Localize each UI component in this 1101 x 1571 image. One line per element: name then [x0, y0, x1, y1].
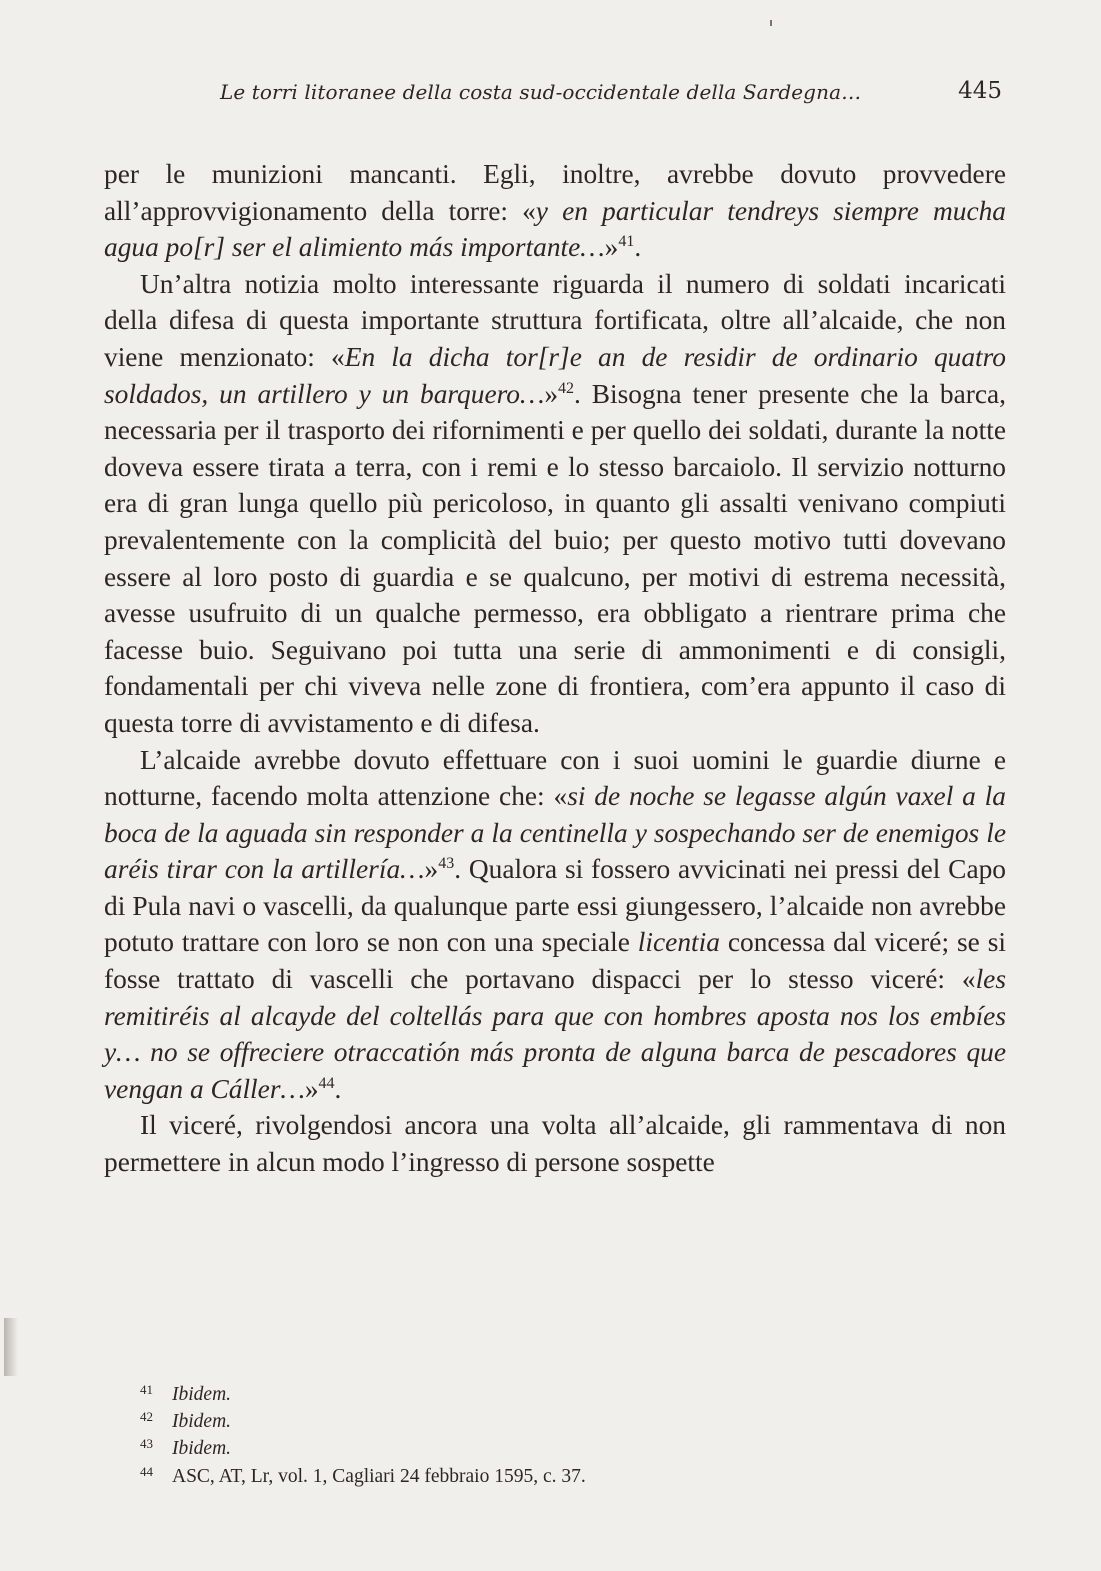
text-run: . — [634, 232, 642, 263]
text-run: » — [304, 1073, 319, 1104]
footnote-number: 43 — [140, 1436, 153, 1452]
footnote-text: Ibidem. — [172, 1411, 232, 1433]
paragraph — [104, 156, 1006, 266]
quote-spanish: si de noche se legasse algún vaxel a la boca de la aguada sin responder a la centinella y sospechando ser de enemigos le aréis tirar con la artillería… — [104, 781, 1006, 885]
footnote-number: 41 — [140, 1382, 153, 1397]
footnote-text: Ibidem. — [172, 1438, 232, 1460]
footnote — [140, 1463, 1000, 1490]
scan-shadow — [4, 1318, 18, 1376]
page-number: 445 — [958, 78, 1002, 104]
running-title: Le torri litoranee della costa sud-occidentale della Sardegna… — [220, 80, 862, 104]
latin-term: licentia — [637, 927, 720, 958]
text-run: . Bisogna tener presente che la barca, necessaria per il trasporto dei rifornimenti e per quello dei soldati, durante la notte doveva essere tirata a terra, con i remi e lo stesso barcaiolo. Il servizio notturno era di gran lunga quello più pericoloso, in quanto gli assalti venivano compiuti prevalentemente con la complicità del buio; per questo motivo tutti dovevano essere al loro posto di guardia e se qualcuno, per motivi di estrema necessità, avesse usufruito di un qualche permesso, era obbligato a rientrare prima che facesse buio. Seguivano poi tutta una serie di ammonimenti e di consigli, fondamentali per chi viveva nelle zone di frontiera, com’era appunto il caso di questa torre di avvistamento e di difesa. — [104, 378, 1007, 738]
footnote-ref[interactable]: 43 — [438, 855, 455, 873]
quote-spanish: y en particular tendreys siempre mucha agua po[r] ser el alimiento más importante… — [104, 195, 1006, 263]
footnote-ref[interactable]: 42 — [558, 379, 575, 397]
text-run: Il viceré, rivolgendosi ancora una volta all’alcaide, gli rammentava di non permettere in alcun modo l’ingresso di persone sospette — [104, 1110, 1006, 1178]
text-run: . — [334, 1073, 342, 1104]
text-run: . Qualora si fossero avvicinati nei pressi del Capo di Pula navi o vascelli, da qualunque parte essi giungessero, l’alcaide non avrebbe potuto trattare con loro se non con una speciale — [104, 854, 1006, 958]
body-text — [104, 156, 1006, 1181]
text-run: concessa dal viceré; se si fosse trattato di vascelli che portavano dispacci per lo stesso viceré: « — [104, 927, 1006, 995]
footnote-ref[interactable]: 41 — [618, 233, 635, 251]
paragraph — [104, 266, 1006, 742]
quote-spanish: les remitiréis al alcayde del coltellás para que con hombres aposta nos los embíes y… no se offreciere otraccatión más pronta de alguna barca de pescadores que vengan a Cáller… — [104, 964, 1006, 1104]
text-run: per le munizioni mancanti. Egli, inoltre, avrebbe dovuto provvedere all’approvvigionamento della torre: « — [104, 159, 1006, 226]
footnote-text: Ibidem. — [172, 1384, 232, 1405]
quote-spanish: En la dicha tor[r]e an de residir de ordinario quatro soldados, un artillero y un barquero… — [104, 341, 1006, 409]
text-run: » — [604, 232, 619, 263]
footnote — [140, 1408, 1000, 1435]
text-run: Un’altra notizia molto interessante riguarda il numero di soldati incaricati della difesa di questa importante struttura fortificata, oltre all’alcaide, che non viene menzionato: « — [104, 268, 1006, 372]
scan-speck — [770, 20, 772, 26]
text-run: L’alcaide avrebbe dovuto effettuare con i suoi uomini le guardie diurne e notturne, facendo molta attenzione che: « — [104, 744, 1006, 812]
paragraph — [104, 1107, 1006, 1180]
footnote-number: 42 — [140, 1409, 153, 1425]
footnotes — [140, 1381, 1000, 1490]
paragraph — [104, 742, 1006, 1108]
text-run: » — [424, 854, 439, 885]
footnote-ref[interactable]: 44 — [318, 1074, 335, 1092]
footnote-text: ASC, AT, Lr, vol. 1, Cagliari 24 febbraio 1595, c. 37. — [172, 1465, 586, 1487]
running-head — [104, 80, 1006, 114]
footnote-number: 44 — [140, 1463, 153, 1479]
text-run: » — [544, 378, 559, 409]
footnote — [140, 1435, 1000, 1462]
footnote — [140, 1381, 1000, 1408]
